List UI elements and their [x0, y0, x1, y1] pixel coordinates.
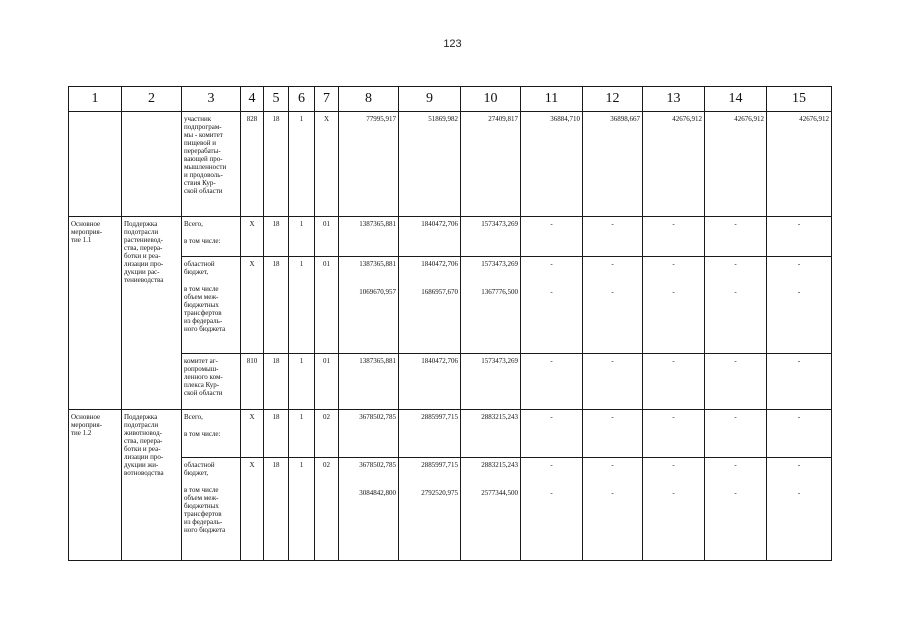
cell-value: 36898,667	[583, 112, 643, 217]
cell-value: -	[767, 410, 832, 458]
cell-code: 1	[289, 257, 315, 354]
cell-code: 18	[264, 112, 289, 217]
column-header: 3	[182, 87, 241, 112]
cell-code: X	[241, 458, 264, 561]
column-header: 7	[315, 87, 339, 112]
cell-value: -	[643, 217, 705, 257]
header-row	[69, 87, 832, 112]
cell-value: 2883215,243 2577344,500	[461, 458, 521, 561]
cell-code: 1	[289, 410, 315, 458]
column-header: 2	[122, 87, 182, 112]
cell-value: 42676,912	[705, 112, 767, 217]
column-header: 14	[705, 87, 767, 112]
cell-value: -	[705, 217, 767, 257]
cell-value: - -	[643, 458, 705, 561]
cell-total-label: Всего, в том числе:	[182, 410, 241, 458]
cell-participant: комитет аг- ропромыш- ленного ком- плекса Кур- ской области	[182, 354, 241, 410]
cell-value: - -	[521, 257, 583, 354]
cell-code: 1	[289, 354, 315, 410]
cell-value: -	[767, 354, 832, 410]
cell-code: X	[241, 217, 264, 257]
column-header: 4	[241, 87, 264, 112]
cell-value: 1840472,706 1686957,670	[399, 257, 461, 354]
cell-value: - -	[583, 458, 643, 561]
cell-code: 18	[264, 354, 289, 410]
cell-value: - -	[521, 458, 583, 561]
cell-value: 2885997,715	[399, 410, 461, 458]
cell-code: 1	[289, 217, 315, 257]
cell-value: - -	[767, 257, 832, 354]
cell-empty	[69, 112, 122, 217]
cell-code: 18	[264, 458, 289, 561]
cell-code: X	[241, 257, 264, 354]
cell-value: 2883215,243	[461, 410, 521, 458]
cell-value: - -	[643, 257, 705, 354]
cell-value: - -	[583, 257, 643, 354]
cell-value: 1387365,881	[339, 217, 399, 257]
cell-value: 42676,912	[643, 112, 705, 217]
cell-value: 42676,912	[767, 112, 832, 217]
table-row	[69, 112, 832, 217]
cell-value: - -	[767, 458, 832, 561]
cell-value: 2885997,715 2792520,975	[399, 458, 461, 561]
column-header: 1	[69, 87, 122, 112]
cell-value: 1387365,881 1069670,957	[339, 257, 399, 354]
cell-value: -	[643, 410, 705, 458]
cell-value: 27409,817	[461, 112, 521, 217]
column-header: 9	[399, 87, 461, 112]
column-header: 15	[767, 87, 832, 112]
cell-value: 36884,710	[521, 112, 583, 217]
measure-description: Поддержка подотрасли животновод- ства, перера- ботки и реа- лизации про- дукции жи- вотноводства	[122, 410, 182, 561]
column-header: 5	[264, 87, 289, 112]
cell-budget-label: областной бюджет, в том числе объем меж- бюджетных трансфертов из федераль- ного бюджета	[182, 257, 241, 354]
cell-code: 18	[264, 217, 289, 257]
cell-value: 1573473,269	[461, 217, 521, 257]
cell-value: -	[521, 217, 583, 257]
cell-value: 1573473,269 1367776,500	[461, 257, 521, 354]
column-header: 12	[583, 87, 643, 112]
measure-label: Основное мероприя- тие 1.2	[69, 410, 122, 561]
cell-value: 77995,917	[339, 112, 399, 217]
cell-budget-label: областной бюджет, в том числе объем меж- бюджетных трансфертов из федераль- ного бюджета	[182, 458, 241, 561]
cell-value: 1573473,269	[461, 354, 521, 410]
cell-code: 810	[241, 354, 264, 410]
cell-code: 828	[241, 112, 264, 217]
cell-value: - -	[705, 458, 767, 561]
cell-empty	[122, 112, 182, 217]
table-row	[69, 354, 832, 410]
cell-value: -	[583, 410, 643, 458]
cell-code: 01	[315, 217, 339, 257]
cell-code: 1	[289, 112, 315, 217]
column-header: 13	[643, 87, 705, 112]
cell-value: 1387365,881	[339, 354, 399, 410]
cell-code: 18	[264, 410, 289, 458]
cell-value: -	[767, 217, 832, 257]
measure-label: Основное мероприя- тие 1.1	[69, 217, 122, 410]
cell-code: 01	[315, 257, 339, 354]
cell-value: 1840472,706	[399, 354, 461, 410]
cell-participant: участник подпрограм- мы - комитет пищевой и перерабаты- вающей про- мышленности и продоволь- ствия Кур- ской области	[182, 112, 241, 217]
cell-code: 02	[315, 410, 339, 458]
cell-code: 18	[264, 257, 289, 354]
column-header: 11	[521, 87, 583, 112]
budget-table	[68, 86, 832, 561]
cell-code: 1	[289, 458, 315, 561]
cell-value: -	[705, 410, 767, 458]
table-row	[69, 458, 832, 561]
table-row	[69, 217, 832, 257]
cell-value: -	[643, 354, 705, 410]
cell-code: X	[241, 410, 264, 458]
measure-description: Поддержка подотрасли растениевод- ства, перера- ботки и реа- лизации про- дукции рас- тениеводства	[122, 217, 182, 410]
column-header: 10	[461, 87, 521, 112]
column-header: 6	[289, 87, 315, 112]
cell-value: -	[705, 354, 767, 410]
cell-code: 01	[315, 354, 339, 410]
page-number: 123	[443, 38, 462, 50]
cell-value: -	[521, 410, 583, 458]
cell-code: X	[315, 112, 339, 217]
cell-total-label: Всего, в том числе:	[182, 217, 241, 257]
table-row	[69, 410, 832, 458]
cell-value: 3678502,785 3084842,800	[339, 458, 399, 561]
cell-value: - -	[705, 257, 767, 354]
column-header: 8	[339, 87, 399, 112]
table-row	[69, 257, 832, 354]
cell-value: 3678502,785	[339, 410, 399, 458]
cell-value: -	[583, 354, 643, 410]
cell-value: -	[521, 354, 583, 410]
cell-value: -	[583, 217, 643, 257]
cell-value: 51869,982	[399, 112, 461, 217]
cell-value: 1840472,706	[399, 217, 461, 257]
cell-code: 02	[315, 458, 339, 561]
